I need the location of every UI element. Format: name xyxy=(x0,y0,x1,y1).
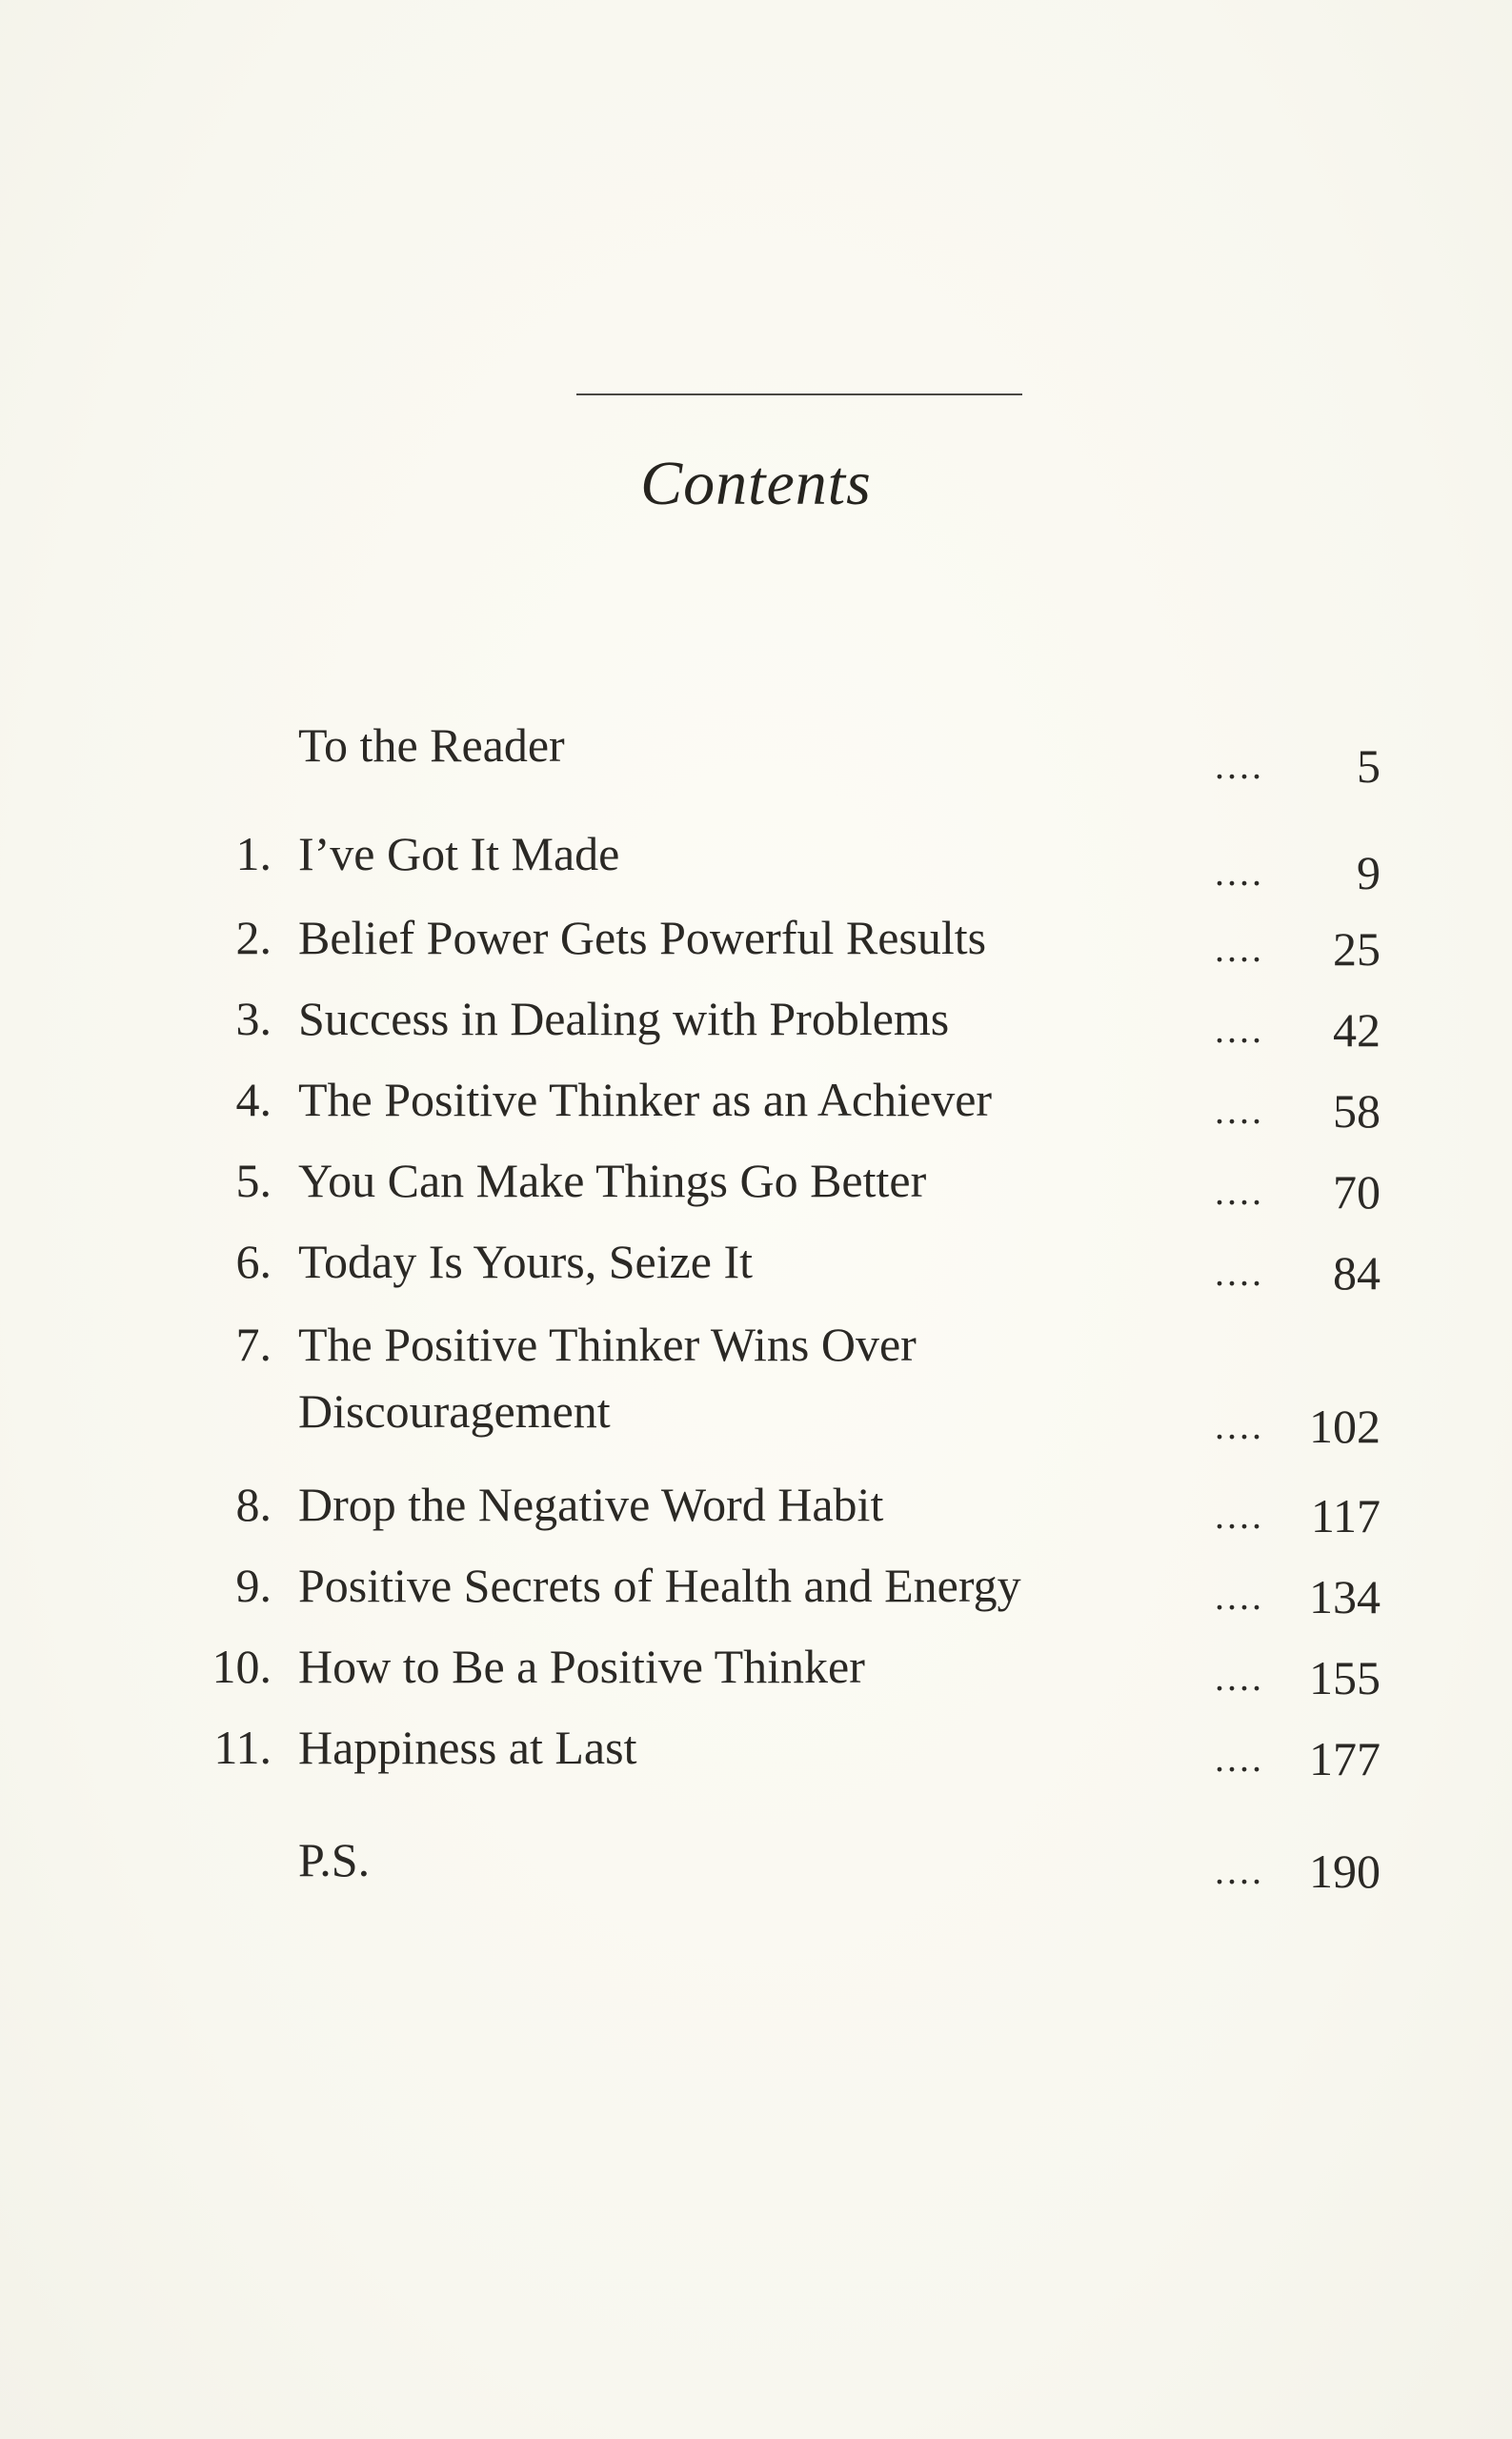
toc-entry-title: Success in Dealing with Problems xyxy=(298,992,950,1045)
toc-entry-page: 102 xyxy=(1309,1400,1381,1453)
toc-entry-page: 58 xyxy=(1333,1084,1381,1138)
toc-entry-title: How to Be a Positive Thinker xyxy=(298,1640,865,1693)
toc-entry-leader: .... xyxy=(1215,1737,1264,1780)
toc-entry-leader: .... xyxy=(1215,744,1264,787)
toc-entry-title: The Positive Thinker Wins Over xyxy=(298,1318,917,1371)
toc-entry-number: 11. xyxy=(213,1721,272,1774)
toc-entry-page: 84 xyxy=(1333,1246,1381,1300)
toc-entry-page: 5 xyxy=(1357,739,1381,793)
toc-entry-title: The Positive Thinker as an Achiever xyxy=(298,1073,993,1126)
toc-entry-title: Belief Power Gets Powerful Results xyxy=(298,911,987,964)
toc-entry-leader: .... xyxy=(1215,1089,1264,1132)
toc-entry-leader: .... xyxy=(1215,927,1264,970)
toc-entry-title: Today Is Yours, Seize It xyxy=(298,1235,754,1288)
toc-entry-title-continued: Discouragement xyxy=(298,1384,611,1438)
toc-entry-number: 7. xyxy=(235,1318,272,1371)
toc-entry-leader: .... xyxy=(1215,1008,1264,1051)
toc-entry-number: 3. xyxy=(235,992,272,1045)
toc-entry-title: Happiness at Last xyxy=(298,1721,637,1774)
toc-entry-number: 5. xyxy=(235,1154,272,1207)
toc-entry-leader: .... xyxy=(1215,1251,1264,1294)
toc-entry-page: 190 xyxy=(1309,1844,1381,1898)
toc-entry-page: 155 xyxy=(1309,1651,1381,1704)
toc-entry-page: 70 xyxy=(1333,1165,1381,1219)
toc-entry-title: I’ve Got It Made xyxy=(298,827,620,880)
toc-entry-title: Positive Secrets of Health and Energy xyxy=(298,1559,1021,1612)
toc-entry-leader: .... xyxy=(1215,1575,1264,1618)
toc-entry-title: Drop the Negative Word Habit xyxy=(298,1478,884,1531)
toc-entry-leader: .... xyxy=(1215,1656,1264,1699)
toc-entry-leader: .... xyxy=(1215,1849,1264,1892)
toc-entry-number: 9. xyxy=(235,1559,272,1612)
toc-entry-page: 9 xyxy=(1357,846,1381,899)
toc-entry-number: 8. xyxy=(235,1478,272,1531)
toc-entry-title: You Can Make Things Go Better xyxy=(298,1154,927,1207)
toc-entry-number: 4. xyxy=(235,1073,272,1126)
toc-entry-leader: .... xyxy=(1215,1494,1264,1537)
toc-entry-page: 134 xyxy=(1309,1570,1381,1623)
toc-entry-leader: .... xyxy=(1215,851,1264,894)
page-title: Contents xyxy=(640,449,872,518)
toc-entry-page: 25 xyxy=(1333,922,1381,976)
toc-entry-number: 10. xyxy=(212,1640,272,1693)
toc-entry-title: To the Reader xyxy=(298,718,565,772)
toc-entry-title: P.S. xyxy=(298,1833,371,1886)
toc-entry-leader: .... xyxy=(1215,1404,1264,1447)
toc-entry-number: 2. xyxy=(235,911,272,964)
toc-entry-page: 177 xyxy=(1309,1732,1381,1785)
toc-entry-number: 1. xyxy=(235,827,272,880)
toc-entry-leader: .... xyxy=(1215,1170,1264,1213)
toc-entry-page: 42 xyxy=(1333,1003,1381,1057)
toc-entry-page: 117 xyxy=(1310,1489,1381,1542)
toc-entry-number: 6. xyxy=(235,1235,272,1288)
